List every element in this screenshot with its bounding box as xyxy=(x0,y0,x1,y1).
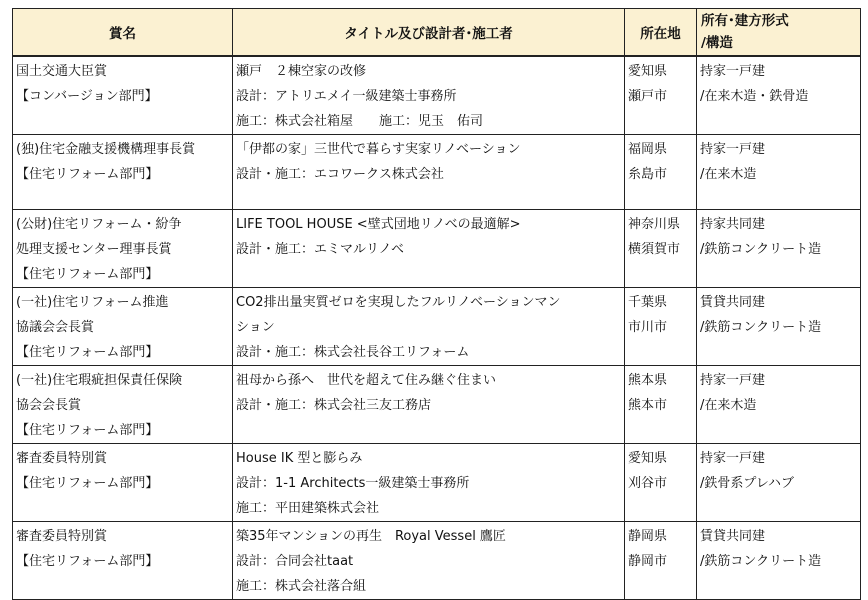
table-row xyxy=(13,444,861,522)
award-line: (一社)住宅リフォーム推進 xyxy=(16,295,169,310)
form-cell xyxy=(697,135,861,210)
title-cell xyxy=(233,288,625,366)
title-line: 築35年マンションの再生 Royal Vessel 鷹匠 xyxy=(236,529,506,544)
title-line: 施工：株式会社落合組 xyxy=(236,579,367,594)
form-line: 賃貸共同建 xyxy=(700,295,766,310)
location-cell xyxy=(625,288,697,366)
location-line: 熊本市 xyxy=(628,398,668,413)
award-cell xyxy=(13,366,233,444)
table-row xyxy=(13,135,861,210)
location-cell xyxy=(625,444,697,522)
award-cell xyxy=(13,522,233,600)
location-line: 神奈川県 xyxy=(628,217,681,232)
award-line: 【住宅リフォーム部門】 xyxy=(16,345,159,360)
award-line: 協会会長賞 xyxy=(16,398,82,413)
form-line: /鉄筋コンクリート造 xyxy=(700,320,822,335)
form-line: 持家一戸建 xyxy=(700,64,766,79)
award-line: 【住宅リフォーム部門】 xyxy=(16,476,159,491)
title-line: LIFE TOOL HOUSE <壁式団地リノベの最適解> xyxy=(236,217,521,232)
location-line: 静岡県 xyxy=(628,529,668,544)
award-line: (独)住宅金融支援機構理事長賞 xyxy=(16,142,196,157)
table-row xyxy=(13,522,861,600)
form-cell xyxy=(697,366,861,444)
title-line: House IK 型と膨らみ xyxy=(236,451,363,466)
form-cell xyxy=(697,56,861,135)
title-line: 祖母から孫へ 世代を超えて住み継ぐ住まい xyxy=(236,373,497,388)
award-line: 協議会会長賞 xyxy=(16,320,95,335)
location-cell xyxy=(625,56,697,135)
location-line: 横須賀市 xyxy=(628,242,681,257)
form-cell xyxy=(697,210,861,288)
header-row xyxy=(13,9,861,57)
table-body xyxy=(13,56,861,600)
form-line: 賃貸共同建 xyxy=(700,529,766,544)
form-line: /在来木造 xyxy=(700,167,757,182)
location-line: 刈谷市 xyxy=(628,476,668,491)
title-line: ション xyxy=(236,320,275,335)
award-line: 【住宅リフォーム部門】 xyxy=(16,167,159,182)
award-cell xyxy=(13,288,233,366)
table-row xyxy=(13,210,861,288)
location-line: 静岡市 xyxy=(628,554,668,569)
form-line: 持家一戸建 xyxy=(700,451,766,466)
award-line: 【住宅リフォーム部門】 xyxy=(16,267,159,282)
form-cell xyxy=(697,288,861,366)
award-line: 処理支援センター理事長賞 xyxy=(16,242,172,257)
location-line: 瀬戸市 xyxy=(628,89,668,104)
title-line: 設計・施工：エコワークス株式会社 xyxy=(236,167,444,182)
form-line: /在来木造・鉄骨造 xyxy=(700,89,809,104)
award-cell xyxy=(13,135,233,210)
form-cell xyxy=(697,522,861,600)
title-line: 設計・施工：株式会社三友工務店 xyxy=(236,398,432,413)
table-row xyxy=(13,366,861,444)
form-line: 持家一戸建 xyxy=(700,142,766,157)
title-cell xyxy=(233,522,625,600)
title-cell xyxy=(233,210,625,288)
title-line: 設計・施工：エミマルリノベ xyxy=(236,242,404,257)
award-cell xyxy=(13,56,233,135)
location-line: 福岡県 xyxy=(628,142,668,157)
location-line: 千葉県 xyxy=(628,295,668,310)
location-cell xyxy=(625,366,697,444)
location-cell xyxy=(625,522,697,600)
form-line: /在来木造 xyxy=(700,398,757,413)
title-line: 設計・施工：株式会社長谷工リフォーム xyxy=(236,345,470,360)
title-cell xyxy=(233,135,625,210)
location-line: 愛知県 xyxy=(628,451,668,466)
award-line: 審査委員特別賞 xyxy=(16,451,108,466)
form-line: 持家共同建 xyxy=(700,217,766,232)
location-line: 熊本県 xyxy=(628,373,668,388)
award-cell xyxy=(13,210,233,288)
title-cell xyxy=(233,444,625,522)
awards-table xyxy=(12,8,861,600)
title-cell xyxy=(233,56,625,135)
award-line: 審査委員特別賞 xyxy=(16,529,108,544)
title-line: 「伊都の家」三世代で暮らす実家リノベーション xyxy=(236,142,521,157)
form-line: 持家一戸建 xyxy=(700,373,766,388)
table-row xyxy=(13,288,861,366)
header-title: タイトル及び設計者･施工者 xyxy=(233,9,625,57)
title-line: 設計：アトリエメイ一級建築士事務所 xyxy=(236,89,457,104)
header-location: 所在地 xyxy=(625,9,697,57)
title-line: 瀬戸 ２棟空家の改修 xyxy=(236,64,367,79)
award-line: 【住宅リフォーム部門】 xyxy=(16,423,159,438)
award-line: 【コンバージョン部門】 xyxy=(16,89,158,104)
form-line: /鉄筋コンクリート造 xyxy=(700,554,822,569)
title-line: 施工：平田建築株式会社 xyxy=(236,501,380,516)
form-line: /鉄骨系プレハブ xyxy=(700,476,794,491)
form-line: /鉄筋コンクリート造 xyxy=(700,242,822,257)
award-line: (一社)住宅瑕疵担保責任保険 xyxy=(16,373,183,388)
title-line: CO2排出量実質ゼロを実現したフルリノベーションマン xyxy=(236,295,561,310)
title-line: 施工：株式会社箱屋 施工：児玉 佑司 xyxy=(236,114,484,129)
title-cell xyxy=(233,366,625,444)
award-line: 国土交通大臣賞 xyxy=(16,64,108,79)
award-line: 【住宅リフォーム部門】 xyxy=(16,554,159,569)
location-cell xyxy=(625,135,697,210)
awards-sheet xyxy=(12,8,860,600)
location-cell xyxy=(625,210,697,288)
location-line: 愛知県 xyxy=(628,64,668,79)
header-award: 賞名 xyxy=(13,9,233,57)
location-line: 糸島市 xyxy=(628,167,668,182)
location-line: 市川市 xyxy=(628,320,668,335)
form-cell xyxy=(697,444,861,522)
table-row xyxy=(13,56,861,135)
title-line: 設計：1-1 Architects一級建築士事務所 xyxy=(236,476,470,491)
award-line: (公財)住宅リフォーム・紛争 xyxy=(16,217,182,232)
award-cell xyxy=(13,444,233,522)
header-form: 所有･建方形式 /構造 xyxy=(697,9,861,57)
title-line: 設計：合同会社taat xyxy=(236,554,354,569)
